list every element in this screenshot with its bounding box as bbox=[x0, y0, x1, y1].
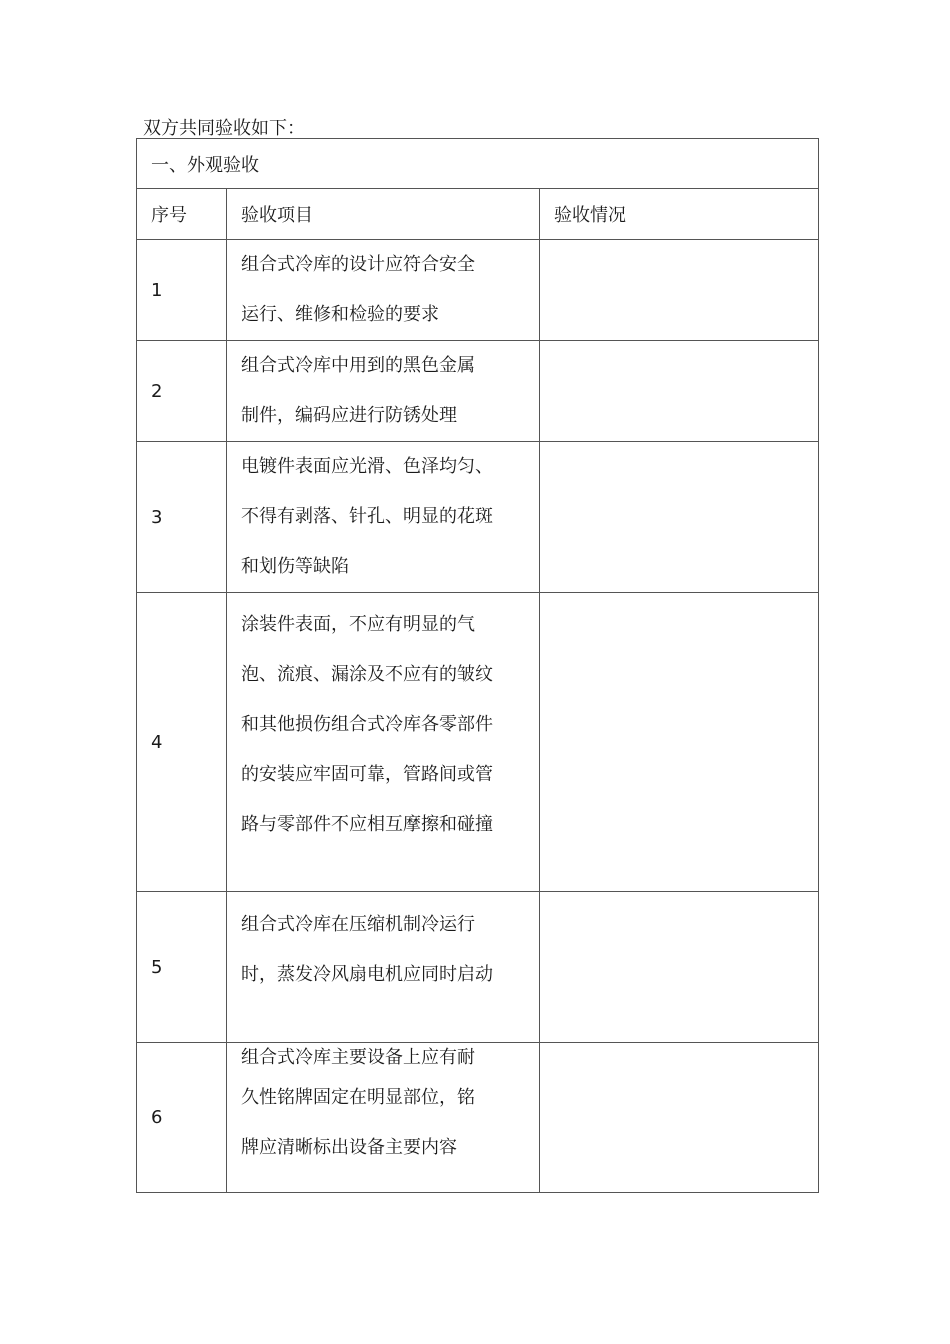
row-result[interactable] bbox=[540, 593, 819, 892]
header-item: 验收项目 bbox=[227, 189, 540, 240]
item-line: 运行、维修和检验的要求 bbox=[241, 304, 439, 325]
acceptance-table bbox=[136, 138, 819, 1193]
table-header-row bbox=[137, 189, 819, 240]
intro-text: 双方共同验收如下： bbox=[143, 118, 305, 139]
row-result[interactable] bbox=[540, 892, 819, 1043]
row-result[interactable] bbox=[540, 341, 819, 442]
table-row bbox=[137, 341, 819, 442]
table-row bbox=[137, 593, 819, 892]
header-result: 验收情况 bbox=[540, 189, 819, 240]
item-line: 牌应清晰标出设备主要内容 bbox=[241, 1137, 457, 1158]
row-seq: 5 bbox=[137, 892, 227, 1043]
row-item bbox=[227, 593, 540, 892]
item-line: 组合式冷库的设计应符合安全 bbox=[241, 254, 475, 275]
item-line: 不得有剥落、针孔、明显的花斑 bbox=[241, 506, 493, 527]
row-result[interactable] bbox=[540, 1043, 819, 1193]
item-line: 久性铭牌固定在明显部位，铭 bbox=[241, 1087, 475, 1108]
table-row bbox=[137, 1043, 819, 1193]
item-line: 组合式冷库主要设备上应有耐 bbox=[241, 1047, 475, 1068]
row-seq: 4 bbox=[137, 593, 227, 892]
table-row bbox=[137, 892, 819, 1043]
table-row bbox=[137, 442, 819, 593]
item-line: 组合式冷库在压缩机制冷运行 bbox=[241, 914, 475, 935]
item-line: 制件，编码应进行防锈处理 bbox=[241, 405, 457, 426]
row-item bbox=[227, 442, 540, 593]
item-line: 组合式冷库中用到的黑色金属 bbox=[241, 355, 475, 376]
item-line: 和其他损伤组合式冷库各零部件 bbox=[241, 714, 493, 735]
item-line: 路与零部件不应相互摩擦和碰撞 bbox=[241, 814, 493, 835]
item-line: 泡、流痕、漏涂及不应有的皱纹 bbox=[241, 664, 493, 685]
item-line: 的安装应牢固可靠，管路间或管 bbox=[241, 764, 493, 785]
item-line: 时，蒸发冷风扇电机应同时启动 bbox=[241, 964, 493, 985]
row-result[interactable] bbox=[540, 240, 819, 341]
row-item bbox=[227, 892, 540, 1043]
row-item bbox=[227, 240, 540, 341]
item-line: 和划伤等缺陷 bbox=[241, 556, 349, 577]
item-line: 电镀件表面应光滑、色泽均匀、 bbox=[241, 456, 493, 477]
section-title: 一、外观验收 bbox=[137, 139, 819, 189]
row-seq: 6 bbox=[137, 1043, 227, 1193]
item-line: 涂装件表面，不应有明显的气 bbox=[241, 614, 475, 635]
section-row bbox=[137, 139, 819, 189]
row-item bbox=[227, 1043, 540, 1193]
row-seq: 3 bbox=[137, 442, 227, 593]
row-seq: 1 bbox=[137, 240, 227, 341]
row-result[interactable] bbox=[540, 442, 819, 593]
header-seq: 序号 bbox=[137, 189, 227, 240]
table-row bbox=[137, 240, 819, 341]
row-item bbox=[227, 341, 540, 442]
row-seq: 2 bbox=[137, 341, 227, 442]
